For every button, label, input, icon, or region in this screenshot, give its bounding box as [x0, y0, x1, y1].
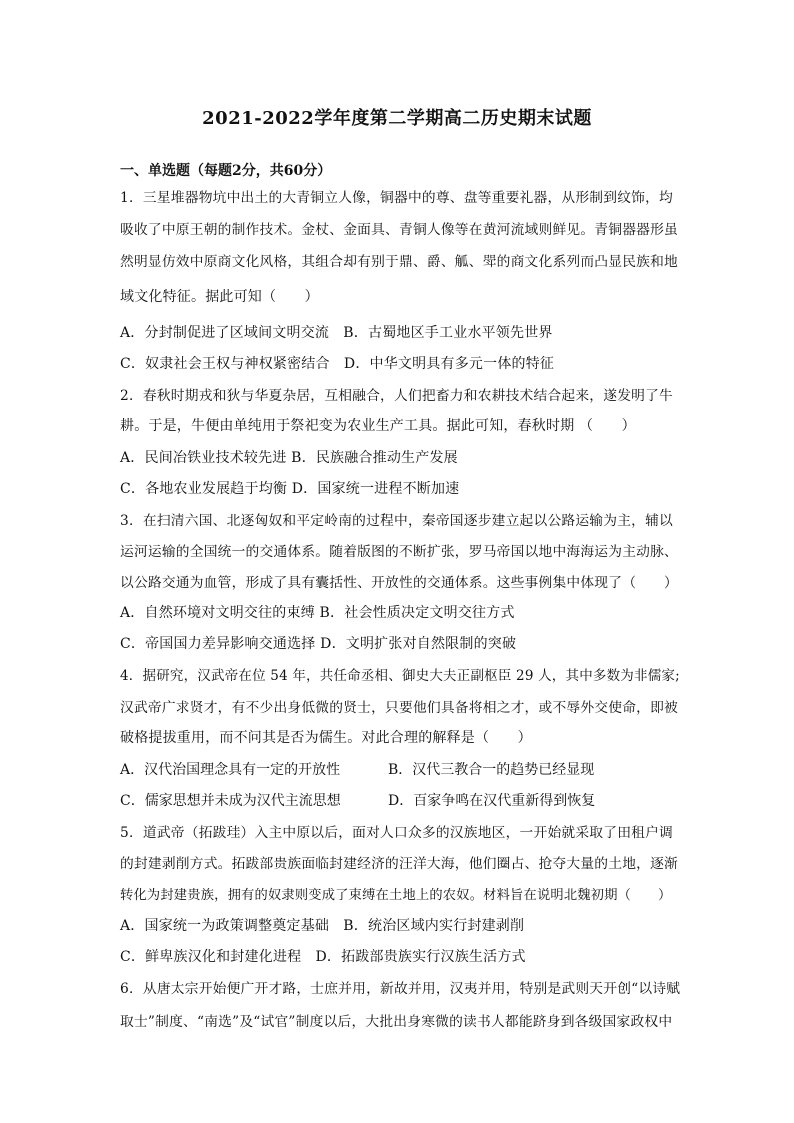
page-title: 2021-2022学年度第二学期高二历史期末试题: [202, 108, 592, 129]
question-3-line-3: 以公路交通为血管，形成了具有囊括性、开放性的交通体系。这些事例集中体现了（ ）: [120, 575, 679, 591]
question-1-line-2: 吸收了中原王朝的制作技术。金杖、金面具、青铜人像等在黄河流域则鲜见。青铜器器形虽: [120, 222, 679, 238]
section-heading: 一、单选题（每题2分，共60分）: [120, 163, 332, 179]
question-1-line-4: 域文化特征。据此可知（ ）: [120, 289, 319, 305]
question-2-options-cd: C．各地农业发展趋于均衡 D．国家统一进程不断加速: [120, 481, 460, 497]
question-5-line-2: 的封建剥削方式。拓跋部贵族面临封建经济的汪洋大海，他们圈占、抢夺大量的土地，逐渐: [120, 856, 679, 872]
question-5-options-cd: C．鲜卑族汉化和封建化进程 D．拓跋部贵族实行汉族生活方式: [120, 949, 526, 965]
question-6-line-2: 取士”制度、“南选”及“试官”制度以后，大批出身寒微的读书人都能跻身到各级国家政权中: [120, 1014, 673, 1030]
question-4-option-c: C．儒家思想并未成为汉代主流思想: [120, 793, 341, 809]
question-4-line-3: 破格提拔重用，而不问其是否为儒生。对此合理的解释是（ ）: [120, 730, 532, 746]
question-4-option-a: A．汉代治国理念具有一定的开放性: [120, 762, 341, 778]
question-2-line-2: 耕。于是，牛便由单纯用于祭祀变为农业生产工具。据此可知，春秋时期 （ ）: [120, 418, 636, 434]
question-4-option-b: B．汉代三教合一的趋势已经显现: [388, 762, 595, 778]
question-5-line-1: 5．道武帝（拓跋珪）入主中原以后，面对人口众多的汉族地区，一开始就采取了田租户调: [120, 825, 674, 841]
question-4-line-2: 汉武帝广求贤才，有不少出身低微的贤士，只要他们具备将相之才，或不辱外交使命，即被: [120, 700, 679, 716]
question-3-line-2: 运河运输的全国统一的交通体系。随着版图的不断扩张，罗马帝国以地中海海运为主动脉、: [120, 544, 679, 560]
question-3-line-1: 3．在扫清六国、北逐匈奴和平定岭南的过程中，秦帝国逐步建立起以公路运输为主，辅以: [120, 513, 674, 529]
question-2-options-ab: A．民间冶铁业技术较先进 B．民族融合推动生产发展: [120, 450, 458, 466]
question-1-line-3: 然明显仿效中原商文化风格，其组合却有别于鼎、爵、觚、斝的商文化系列而凸显民族和地: [120, 254, 679, 270]
question-4-option-d: D．百家争鸣在汉代重新得到恢复: [388, 793, 596, 809]
question-4-line-1: 4．据研究，汉武帝在位 54 年，共任命丞相、御史大夫正副枢臣 29 人，其中多数为非儒家;: [120, 668, 680, 684]
question-6-line-1: 6．从唐太宗开始便广开才路，士庶并用，新故并用，汉夷并用，特别是武则天开创“以诗赋: [120, 981, 681, 997]
question-3-options-ab: A．自然环境对文明交往的束缚 B．社会性质决定文明交往方式: [120, 605, 515, 621]
question-1-line-1: 1．三星堆器物坑中出土的大青铜立人像，铜器中的尊、盘等重要礼器，从形制到纹饰，均: [120, 190, 674, 206]
question-2-line-1: 2．春秋时期戎和狄与华夏杂居，互相融合，人们把畜力和农耕技术结合起来，遂发明了牛: [120, 388, 674, 404]
question-5-line-3: 转化为封建贵族，拥有的奴隶则变成了束缚在土地上的农奴。材料旨在说明北魏初期（ ）: [120, 888, 672, 903]
question-1-options-cd: C．奴隶社会王权与神权紧密结合 D．中华文明具有多元一体的特征: [120, 356, 555, 372]
question-5-options-ab: A．国家统一为政策调整奠定基础 B．统治区域内实行封建剥削: [120, 918, 525, 934]
question-3-options-cd: C．帝国国力差异影响交通选择 D．文明扩张对自然限制的突破: [120, 636, 517, 652]
question-1-options-ab: A．分封制促进了区域间文明交流 B．古蜀地区手工业水平领先世界: [120, 325, 553, 341]
